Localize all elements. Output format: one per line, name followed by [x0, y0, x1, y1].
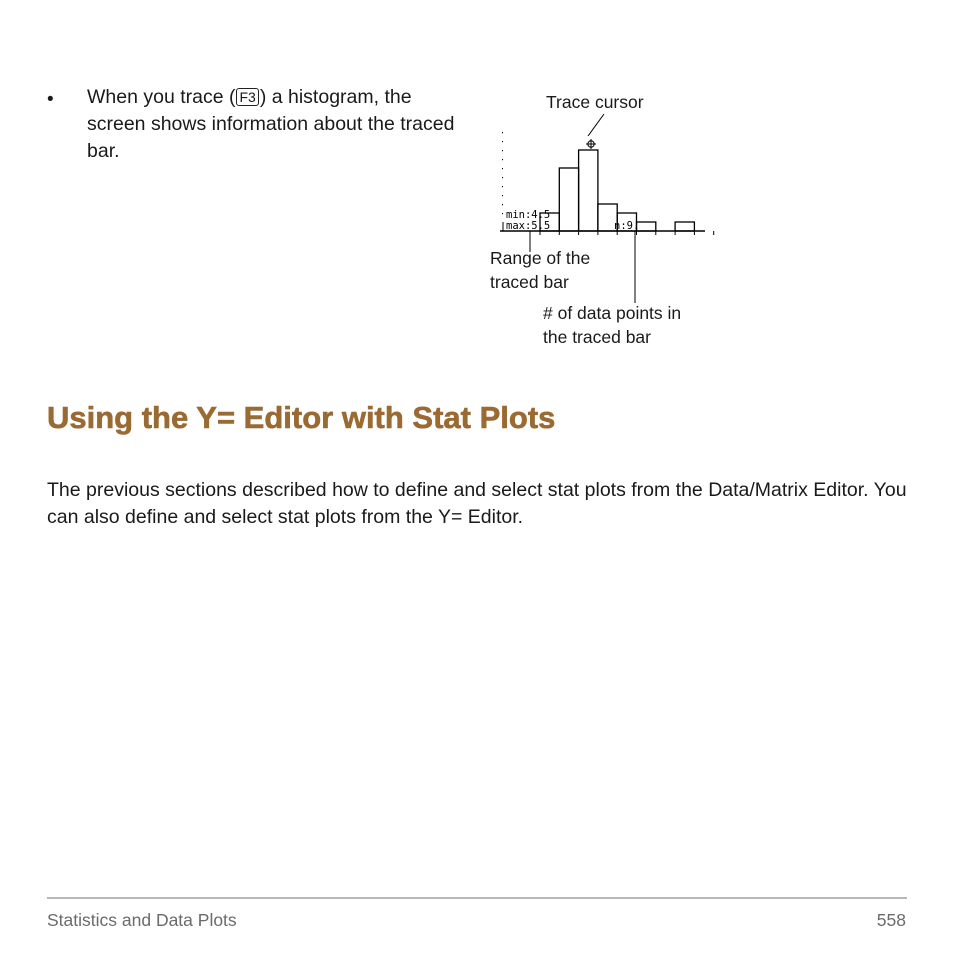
section-heading: Using the Y= Editor with Stat Plots [47, 400, 556, 435]
y-axis-dot [502, 186, 503, 187]
y-axis-dot [502, 141, 503, 142]
footer-divider [47, 897, 907, 899]
y-axis-dot [502, 195, 503, 196]
trace-cursor-label: Trace cursor [546, 92, 644, 112]
min-readout: min:4.5 [506, 209, 551, 221]
y-axis-dots [502, 132, 503, 214]
histogram-trace-figure [480, 80, 720, 360]
y-axis-dot [502, 168, 503, 169]
range-label-line1: Range of the [490, 248, 591, 268]
f3-key-icon: F3 [236, 88, 258, 106]
y-axis-dot [502, 159, 503, 160]
n-readout: n:9. [614, 220, 640, 232]
range-label-line2: traced bar [490, 272, 569, 292]
bullet-marker: • [47, 89, 54, 110]
y-axis-dot [502, 132, 503, 133]
body-paragraph: The previous sections described how to define and select stat plots from the Data/Matrix Editor. You can also define and select stat plots from the Y= Editor. [47, 479, 907, 528]
footer-page-number: 558 [876, 910, 906, 930]
bullet-text-before: When you trace ( [87, 86, 236, 108]
y-axis-dot [502, 150, 503, 151]
trace-cursor-leader [588, 114, 604, 136]
histogram-bar-traced [579, 150, 598, 231]
trace-cursor-icon [586, 139, 596, 149]
histogram-bar [637, 222, 656, 231]
y-axis-dot [502, 213, 503, 214]
histogram-bar [559, 168, 578, 231]
y-axis-dot [502, 177, 503, 178]
y-axis-dot [502, 204, 503, 205]
count-label-line2: the traced bar [543, 327, 651, 347]
bullet-text [87, 84, 472, 165]
histogram-bars [540, 150, 694, 231]
histogram-bar [675, 222, 694, 231]
footer-chapter-title: Statistics and Data Plots [47, 910, 237, 930]
bullet-text-after: ) a histogram, the screen shows information about the traced bar. [87, 86, 455, 162]
max-readout: max:5.5 [506, 220, 551, 232]
count-label-line1: # of data points in [543, 303, 682, 323]
